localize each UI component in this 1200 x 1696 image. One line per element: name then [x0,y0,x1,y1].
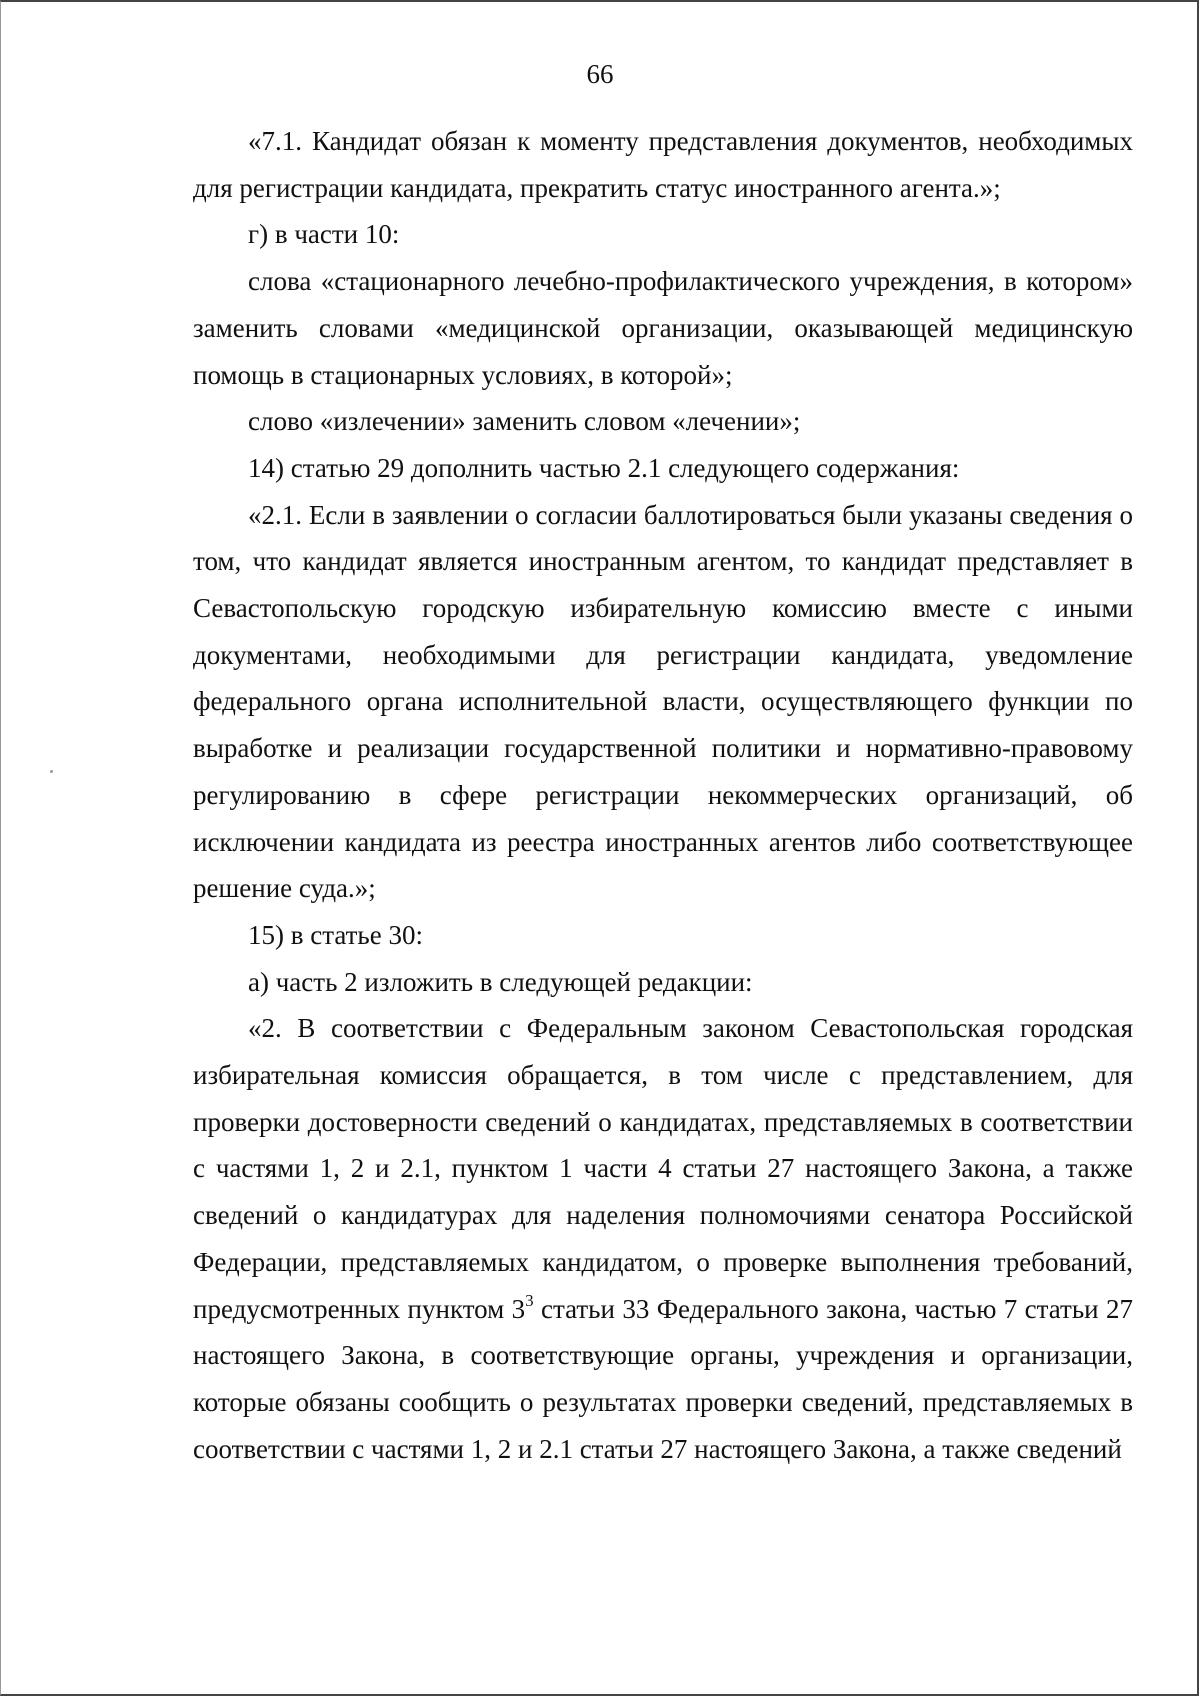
document-body [193,118,1133,1472]
paragraph-g-part-10: г) в части 10: [248,219,400,250]
page-number: 66 [586,59,614,89]
paragraph-7-1: «7.1. Кандидат обязан к моменту представления документов, необходимых для регистрации кандидата, прекратить статус иностранного агента.»; [193,126,1133,203]
paragraph-words-replace: слова «стационарного лечебно-профилактического учреждения, в котором» заменить словами «медицинской организации, оказывающей медицинскую помощь в стационарных условиях, в которой»; [193,266,1133,390]
paragraph-2-1: «2.1. Если в заявлении о согласии баллотироваться были указаны сведения о том, что кандидат является иностранным агентом, то кандидат представляет в Севастопольскую городскую избирательную комиссию вместе с иными документами, необходимыми для регистрации кандидата, уведомление федерального органа исполнительной власти, осуществляющего функции по выработке и реализации государственной политики и нормативно-правовому регулированию в сфере регистрации некоммерческих организаций, об исключении кандидата из реестра иностранных агентов либо соответствующее решение суда.»; [193,499,1133,904]
paragraph-2-text-end: статьи 33 Федерального закона, частью 7 статьи 27 настоящего Закона, в соответствующие органы, учреждения и организации, которые обязаны сообщить о результатах проверки сведений, представляемых в соответствии с частями 1, 2 и 2.1 статьи 27 настоящего Закона, а также сведений [193,1293,1133,1464]
paragraph-14-article-29: 14) статью 29 дополнить частью 2.1 следующего содержания: [248,452,960,483]
superscript: 3 [525,1290,534,1310]
paragraph-15-article-30: 15) в статье 30: [248,919,423,950]
paragraph-2-federal-law [193,1005,1133,1472]
paragraph-2-text-start: «2. В соответствии с Федеральным законом Севастопольская городская избирательная комиссия обращается, в том числе с представлением, для проверки достоверности сведений о кандидатах, представляемых в соответствии с частями 1, 2 и 2.1, пунктом 1 части 4 статьи 27 настоящего Закона, а также сведений о кандидатурах для наделения полномочиями сенатора Российской Федерации, представляемых кандидатом, о проверке выполнения требований, предусмотренных пунктом 3 [193,1013,1133,1324]
margin-mark [50,770,53,773]
paragraph-a-part-2: а) часть 2 изложить в следующей редакции: [248,966,753,997]
paragraph-word-replace: слово «излечении» заменить словом «лечении»; [248,406,801,437]
